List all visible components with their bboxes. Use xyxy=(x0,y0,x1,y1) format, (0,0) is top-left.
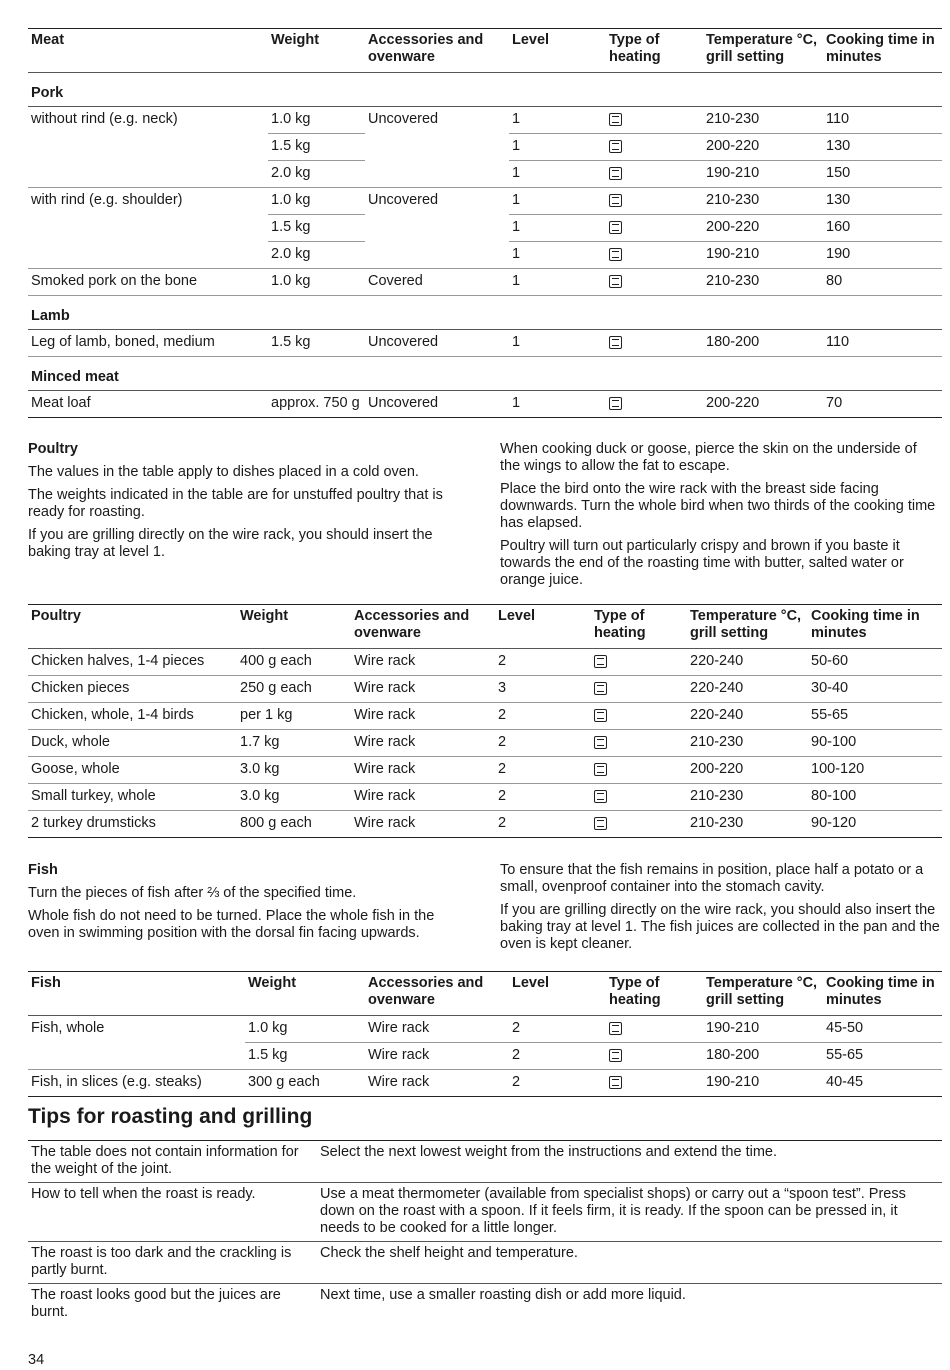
cell-temperature: 220-240 xyxy=(687,703,808,730)
table-row xyxy=(28,1016,942,1043)
cell-name xyxy=(28,215,268,242)
tip-problem: How to tell when the roast is ready. xyxy=(28,1183,317,1242)
cell-heating xyxy=(606,1070,703,1097)
cell-name: 2 turkey drumsticks xyxy=(28,811,237,838)
cell-accessories: Wire rack xyxy=(365,1070,509,1097)
paragraph: To ensure that the fish remains in position, place half a potato or a small, ovenproof container into the stomach cavity. xyxy=(500,862,924,895)
cell-name: Leg of lamb, boned, medium xyxy=(28,330,268,357)
cell-temperature: 210-230 xyxy=(687,730,808,757)
table-row xyxy=(28,784,942,811)
cell-temperature: 220-240 xyxy=(687,676,808,703)
fish-intro-right xyxy=(500,862,940,959)
paragraph: If you are grilling directly on the wire rack, you should also insert the baking tray at level 1. The fish juices are collected in the pan and the oven is kept cleaner. xyxy=(500,902,940,952)
column-header: Type of heating xyxy=(591,605,687,649)
cell-level: 1 xyxy=(509,134,606,161)
top-bottom-heating-icon xyxy=(594,682,607,695)
cell-heating xyxy=(591,649,687,676)
cell-temperature: 180-200 xyxy=(703,1043,823,1070)
meat-table xyxy=(28,28,942,418)
cell-name: Duck, whole xyxy=(28,730,237,757)
cell-heating xyxy=(606,269,703,296)
cell-weight: 1.5 kg xyxy=(268,215,365,242)
table-header xyxy=(28,29,942,73)
table-header xyxy=(28,972,942,1016)
cell-level: 2 xyxy=(495,757,591,784)
cell-time: 80-100 xyxy=(808,784,942,811)
top-bottom-heating-icon xyxy=(609,140,622,153)
cell-accessories: Wire rack xyxy=(365,1016,509,1043)
tip-solution: Select the next lowest weight from the instructions and extend the time. xyxy=(317,1141,942,1183)
cell-heating xyxy=(591,757,687,784)
table-row xyxy=(28,730,942,757)
cell-time: 110 xyxy=(823,330,942,357)
column-header: Cooking time in minutes xyxy=(823,972,942,1016)
column-header: Type of heating xyxy=(606,972,703,1016)
section-title: Pork xyxy=(28,73,942,107)
paragraph: The weights indicated in the table are for unstuffed poultry that is ready for roasting. xyxy=(28,487,443,520)
cell-heating xyxy=(606,215,703,242)
cell-accessories: Uncovered xyxy=(365,330,509,357)
cell-heating xyxy=(606,134,703,161)
cell-level: 1 xyxy=(509,391,606,418)
table-row xyxy=(28,242,942,269)
paragraph: Whole fish do not need to be turned. Place the whole fish in the oven in swimming position with the dorsal fin facing upwards. xyxy=(28,908,435,941)
table-row xyxy=(28,215,942,242)
top-bottom-heating-icon xyxy=(609,194,622,207)
cell-heating xyxy=(591,730,687,757)
table-row xyxy=(28,703,942,730)
tips-row xyxy=(28,1284,942,1326)
column-header: Accessories and ovenware xyxy=(365,972,509,1016)
cell-temperature: 190-210 xyxy=(703,161,823,188)
column-header: Weight xyxy=(237,605,351,649)
cell-name xyxy=(28,161,268,188)
column-header: Level xyxy=(509,29,606,73)
cell-time: 80 xyxy=(823,269,942,296)
cell-heating xyxy=(606,391,703,418)
cell-weight: 1.0 kg xyxy=(268,269,365,296)
column-header: Fish xyxy=(28,972,245,1016)
tips-row xyxy=(28,1183,942,1242)
cell-name: Small turkey, whole xyxy=(28,784,237,811)
section-heading: Poultry xyxy=(28,441,78,457)
table-row xyxy=(28,391,942,418)
cell-weight: 800 g each xyxy=(237,811,351,838)
cell-accessories: Wire rack xyxy=(351,757,495,784)
fish-intro-left xyxy=(28,862,468,948)
cell-level: 2 xyxy=(495,649,591,676)
cell-level: 2 xyxy=(509,1070,606,1097)
cell-time: 130 xyxy=(823,188,942,215)
cell-heating xyxy=(591,784,687,811)
table-row xyxy=(28,1043,942,1070)
cell-weight: 1.5 kg xyxy=(268,330,365,357)
cell-name: Fish, whole xyxy=(31,1020,105,1036)
cell-time: 55-65 xyxy=(823,1043,942,1070)
cell-name: Meat loaf xyxy=(28,391,268,418)
cell-name: without rind (e.g. neck) xyxy=(31,111,178,127)
cell-weight: 2.0 kg xyxy=(268,161,365,188)
cell-weight: 1.0 kg xyxy=(268,188,365,215)
cell-level: 2 xyxy=(509,1016,606,1043)
paragraph: When cooking duck or goose, pierce the skin on the underside of the wings to allow the fat to escape. xyxy=(500,441,917,474)
tip-problem: The roast is too dark and the crackling is partly burnt. xyxy=(28,1242,317,1284)
cell-name xyxy=(28,242,268,269)
cell-accessories: Covered xyxy=(365,269,509,296)
cell-temperature: 210-230 xyxy=(687,784,808,811)
column-header: Weight xyxy=(245,972,365,1016)
cell-weight: 1.7 kg xyxy=(237,730,351,757)
cell-accessories: Wire rack xyxy=(351,676,495,703)
column-header: Accessories and ovenware xyxy=(351,605,495,649)
tip-solution: Use a meat thermometer (available from specialist shops) or carry out a “spoon test”. Press down on the roast with a spoon. If it feels firm, it is ready. If the spoon can be pressed in, it needs to be cooked for a little longer. xyxy=(317,1183,942,1242)
top-bottom-heating-icon xyxy=(594,655,607,668)
column-header: Temperature °C, grill setting xyxy=(703,972,823,1016)
poultry-table xyxy=(28,604,942,838)
top-bottom-heating-icon xyxy=(594,790,607,803)
cell-name: with rind (e.g. shoulder) xyxy=(31,192,183,208)
cell-accessories xyxy=(365,242,509,269)
column-header: Cooking time in minutes xyxy=(808,605,942,649)
cell-level: 1 xyxy=(509,215,606,242)
cell-time: 55-65 xyxy=(808,703,942,730)
page-number: 34 xyxy=(28,1352,45,1368)
cell-temperature: 210-230 xyxy=(687,811,808,838)
cell-heating xyxy=(606,1016,703,1043)
column-header: Meat xyxy=(28,29,268,73)
top-bottom-heating-icon xyxy=(609,221,622,234)
cell-weight: 3.0 kg xyxy=(237,784,351,811)
cell-time: 160 xyxy=(823,215,942,242)
tips-heading: Tips for roasting and grilling xyxy=(28,1105,313,1128)
tips-row xyxy=(28,1242,942,1284)
cell-temperature: 200-220 xyxy=(703,391,823,418)
tips-table xyxy=(28,1140,942,1325)
column-header: Poultry xyxy=(28,605,237,649)
table-row xyxy=(28,757,942,784)
tip-solution: Next time, use a smaller roasting dish or add more liquid. xyxy=(317,1284,942,1326)
cell-temperature: 180-200 xyxy=(703,330,823,357)
paragraph: Place the bird onto the wire rack with the breast side facing downwards. Turn the whole bird when two thirds of the cooking time has elapsed. xyxy=(500,481,936,531)
table-row xyxy=(28,269,942,296)
cell-name: Goose, whole xyxy=(28,757,237,784)
table-row xyxy=(28,649,942,676)
cell-time: 30-40 xyxy=(808,676,942,703)
cell-level: 3 xyxy=(495,676,591,703)
cell-level: 1 xyxy=(509,330,606,357)
tip-problem: The table does not contain information for the weight of the joint. xyxy=(28,1141,317,1183)
table-row xyxy=(28,107,942,134)
cell-accessories: Wire rack xyxy=(351,649,495,676)
top-bottom-heating-icon xyxy=(594,817,607,830)
cell-weight: 1.0 kg xyxy=(268,107,365,134)
cell-weight: 2.0 kg xyxy=(268,242,365,269)
column-header: Temperature °C, grill setting xyxy=(687,605,808,649)
paragraph: Turn the pieces of fish after ⅔ of the specified time. xyxy=(28,885,357,901)
top-bottom-heating-icon xyxy=(609,167,622,180)
section-row xyxy=(28,73,942,107)
cell-time: 70 xyxy=(823,391,942,418)
section-row xyxy=(28,296,942,330)
tip-problem: The roast looks good but the juices are burnt. xyxy=(28,1284,317,1326)
cell-time: 110 xyxy=(823,107,942,134)
cell-weight: 3.0 kg xyxy=(237,757,351,784)
cell-accessories: Uncovered xyxy=(368,111,439,127)
cell-heating xyxy=(591,676,687,703)
cell-weight: 300 g each xyxy=(245,1070,365,1097)
cell-accessories: Uncovered xyxy=(365,391,509,418)
cell-heating xyxy=(606,188,703,215)
table-row xyxy=(28,811,942,838)
table-row xyxy=(28,188,942,215)
cell-time: 190 xyxy=(823,242,942,269)
cell-time: 45-50 xyxy=(823,1016,942,1043)
section-row xyxy=(28,357,942,391)
cell-time: 150 xyxy=(823,161,942,188)
cell-time: 90-100 xyxy=(808,730,942,757)
cell-temperature: 200-220 xyxy=(703,134,823,161)
cell-time: 130 xyxy=(823,134,942,161)
cell-level: 1 xyxy=(509,161,606,188)
cell-time: 90-120 xyxy=(808,811,942,838)
table-row xyxy=(28,134,942,161)
cell-accessories: Wire rack xyxy=(351,784,495,811)
cell-heating xyxy=(606,1043,703,1070)
top-bottom-heating-icon xyxy=(609,336,622,349)
cell-weight: 1.0 kg xyxy=(245,1016,365,1043)
cell-accessories xyxy=(365,215,509,242)
cell-level: 2 xyxy=(495,811,591,838)
cell-name: Smoked pork on the bone xyxy=(28,269,268,296)
cell-time: 100-120 xyxy=(808,757,942,784)
cell-weight: 250 g each xyxy=(237,676,351,703)
tip-solution: Check the shelf height and temperature. xyxy=(317,1242,942,1284)
cell-heating xyxy=(591,811,687,838)
top-bottom-heating-icon xyxy=(609,1022,622,1035)
cell-weight: 400 g each xyxy=(237,649,351,676)
cell-level: 1 xyxy=(509,242,606,269)
table-row xyxy=(28,161,942,188)
top-bottom-heating-icon xyxy=(609,113,622,126)
cell-name xyxy=(28,134,268,161)
cell-level: 2 xyxy=(495,784,591,811)
cell-temperature: 190-210 xyxy=(703,1070,823,1097)
top-bottom-heating-icon xyxy=(609,397,622,410)
cell-heating xyxy=(606,107,703,134)
cell-time: 40-45 xyxy=(823,1070,942,1097)
cell-temperature: 190-210 xyxy=(703,242,823,269)
cell-accessories: Uncovered xyxy=(368,192,439,208)
cell-temperature: 190-210 xyxy=(703,1016,823,1043)
top-bottom-heating-icon xyxy=(609,1049,622,1062)
cell-name: Chicken, whole, 1-4 birds xyxy=(28,703,237,730)
cell-name: Chicken pieces xyxy=(28,676,237,703)
table-row xyxy=(28,676,942,703)
cell-heating xyxy=(606,242,703,269)
tips-row xyxy=(28,1141,942,1183)
column-header: Type of heating xyxy=(606,29,703,73)
cell-temperature: 210-230 xyxy=(703,188,823,215)
top-bottom-heating-icon xyxy=(594,736,607,749)
table-header xyxy=(28,605,942,649)
column-header: Weight xyxy=(268,29,365,73)
cell-heating xyxy=(591,703,687,730)
cell-weight: approx. 750 g xyxy=(268,391,365,418)
paragraph: If you are grilling directly on the wire rack, you should insert the baking tray at level 1. xyxy=(28,527,433,560)
cell-name: Fish, in slices (e.g. steaks) xyxy=(28,1070,245,1097)
fish-table xyxy=(28,971,942,1097)
section-heading: Fish xyxy=(28,862,58,878)
column-header: Accessories and ovenware xyxy=(365,29,509,73)
cell-time: 50-60 xyxy=(808,649,942,676)
column-header: Cooking time in minutes xyxy=(823,29,942,73)
cell-accessories: Wire rack xyxy=(351,811,495,838)
top-bottom-heating-icon xyxy=(594,709,607,722)
table-row xyxy=(28,1070,942,1097)
cell-level: 2 xyxy=(509,1043,606,1070)
cell-weight: per 1 kg xyxy=(237,703,351,730)
column-header: Level xyxy=(495,605,591,649)
cell-accessories: Wire rack xyxy=(365,1043,509,1070)
cell-accessories xyxy=(365,134,509,161)
column-header: Temperature °C, grill setting xyxy=(703,29,823,73)
cell-accessories: Wire rack xyxy=(351,703,495,730)
cell-weight: 1.5 kg xyxy=(268,134,365,161)
column-header: Level xyxy=(509,972,606,1016)
paragraph: The values in the table apply to dishes placed in a cold oven. xyxy=(28,464,419,480)
section-title: Lamb xyxy=(28,296,942,330)
cell-heating xyxy=(606,161,703,188)
cell-name xyxy=(28,1043,245,1070)
cell-temperature: 200-220 xyxy=(687,757,808,784)
cell-temperature: 210-230 xyxy=(703,107,823,134)
cell-level: 1 xyxy=(509,188,606,215)
poultry-intro-left xyxy=(28,441,468,567)
cell-temperature: 200-220 xyxy=(703,215,823,242)
cell-accessories xyxy=(365,161,509,188)
top-bottom-heating-icon xyxy=(609,1076,622,1089)
cell-level: 2 xyxy=(495,703,591,730)
top-bottom-heating-icon xyxy=(594,763,607,776)
poultry-intro-right xyxy=(500,441,940,595)
table-row xyxy=(28,330,942,357)
cell-temperature: 220-240 xyxy=(687,649,808,676)
cell-heating xyxy=(606,330,703,357)
cell-accessories: Wire rack xyxy=(351,730,495,757)
cell-temperature: 210-230 xyxy=(703,269,823,296)
section-title: Minced meat xyxy=(28,357,942,391)
cell-level: 1 xyxy=(509,269,606,296)
cell-level: 2 xyxy=(495,730,591,757)
cell-weight: 1.5 kg xyxy=(245,1043,365,1070)
paragraph: Poultry will turn out particularly crispy and brown if you baste it towards the end of the roasting time with butter, salted water or orange juice. xyxy=(500,538,904,588)
cell-level: 1 xyxy=(509,107,606,134)
top-bottom-heating-icon xyxy=(609,248,622,261)
top-bottom-heating-icon xyxy=(609,275,622,288)
cell-name: Chicken halves, 1-4 pieces xyxy=(28,649,237,676)
